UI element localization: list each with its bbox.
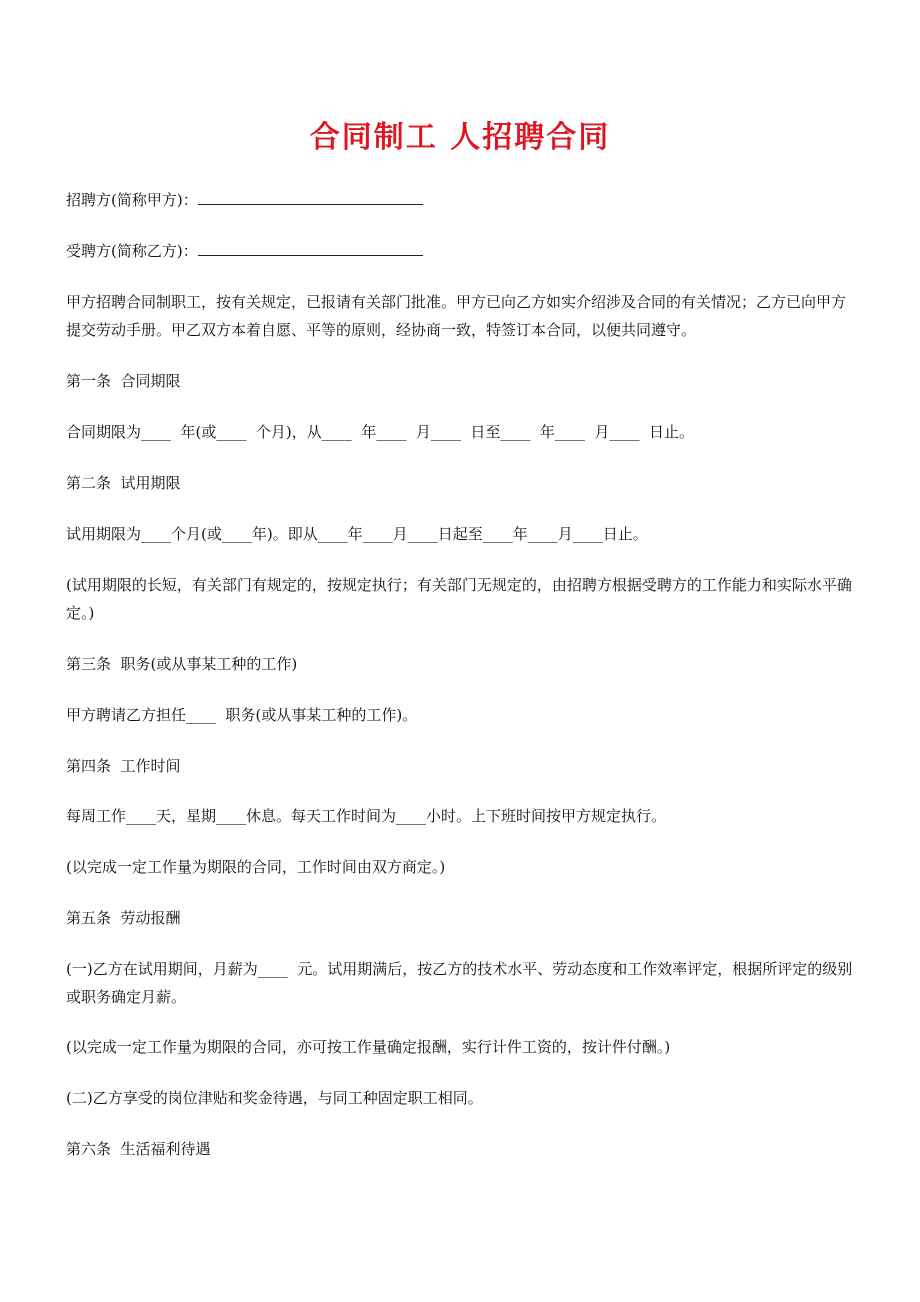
article-5-note: (以完成一定工作量为期限的合同，亦可按工作量确定报酬，实行计件工资的，按计件付酬。) bbox=[66, 1038, 671, 1056]
party-a-label: 招聘方(简称甲方)： bbox=[66, 191, 198, 209]
party-b-line bbox=[66, 237, 856, 265]
article-3-heading: 第三条 职务(或从事某工种的工作) bbox=[66, 655, 298, 673]
article-5-item-1: (一)乙方在试用期间，月薪为____ 元。试用期满后，按乙方的技术水平、劳动态度和工作效率评定，根据所评定的级别或职务确定月薪。 bbox=[66, 960, 853, 1006]
party-a-line bbox=[66, 186, 856, 214]
article-1-heading: 第一条 合同期限 bbox=[66, 372, 181, 390]
article-6-heading: 第六条 生活福利待遇 bbox=[66, 1140, 211, 1158]
document-title: 合同制工 人招聘合同 bbox=[309, 120, 611, 155]
article-1-body: 合同期限为____ 年(或____ 个月)，从____ 年____ 月____ 日至____ 年____ 月____ 日止。 bbox=[66, 423, 694, 441]
article-4-note: (以完成一定工作量为期限的合同，工作时间由双方商定。) bbox=[66, 858, 446, 876]
article-5-item-2: (二)乙方享受的岗位津贴和奖金待遇，与同工种固定职工相同。 bbox=[66, 1089, 483, 1107]
party-b-blank bbox=[198, 243, 423, 256]
party-b-label: 受聘方(简称乙方)： bbox=[66, 242, 198, 260]
article-4-body: 每周工作____天，星期____休息。每天工作时间为____小时。上下班时间按甲方规定执行。 bbox=[66, 807, 667, 825]
article-2-heading: 第二条 试用期限 bbox=[66, 474, 181, 492]
article-4-heading: 第四条 工作时间 bbox=[66, 757, 181, 775]
article-5-heading: 第五条 劳动报酬 bbox=[66, 909, 181, 927]
article-2-body: 试用期限为____个月(或____年)。即从____年____月____日起至____年____月____日止。 bbox=[66, 525, 648, 543]
party-a-blank bbox=[198, 192, 423, 205]
article-2-note: (试用期限的长短，有关部门有规定的，按规定执行；有关部门无规定的，由招聘方根据受聘方的工作能力和实际水平确定。) bbox=[66, 576, 852, 622]
article-3-body: 甲方聘请乙方担任____ 职务(或从事某工种的工作)。 bbox=[66, 706, 418, 724]
intro-paragraph: 甲方招聘合同制职工，按有关规定，已报请有关部门批准。甲方已向乙方如实介绍涉及合同的有关情况；乙方已向甲方提交劳动手册。甲乙双方本着自愿、平等的原则，经协商一致，特签订本合同，以便共同遵守。 bbox=[66, 293, 847, 339]
